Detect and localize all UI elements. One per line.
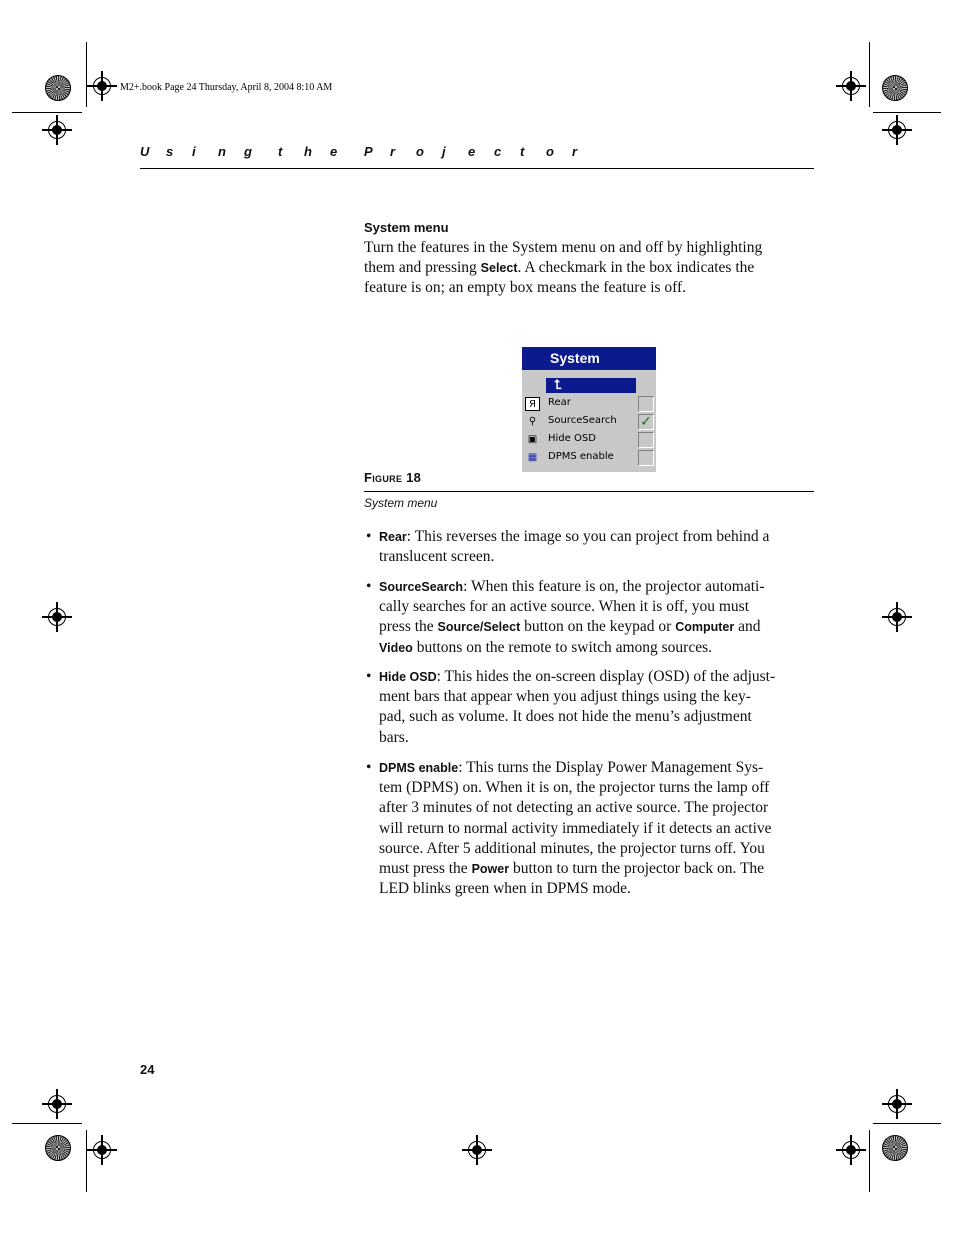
bullet-dpms: • DPMS enable: This turns the Display Power Management Sys- tem (DPMS) on. When it is on, the projector turns the lamp off after 3 minutes of not detecting an active source. The projector will return to normal activity immediately if it detects an active source. After 5 additional minutes, the projector turns off. You must press the Power button to turn the projector back on. The LED blinks green when in DPMS mode. [366, 759, 772, 898]
bullet-hide-osd: • Hide OSD: This hides the on-screen display (OSD) of the adjust- ment bars that appear when you adjust things using the key- pad, such as volume. It does not hide the menu’s adjustment bars. [366, 668, 776, 746]
bullet-term: Hide OSD [379, 670, 437, 684]
back-arrow-icon: ⮤ [546, 378, 636, 393]
osd-row-dpms [522, 449, 656, 467]
running-head-letter: r [390, 144, 396, 159]
checkbox [638, 396, 654, 412]
running-head-letter: e [468, 144, 476, 159]
intro-paragraph [364, 238, 816, 299]
computer-key-label: Computer [675, 620, 735, 635]
checkbox-checked: ✓ [638, 414, 654, 430]
registration-dial-icon [45, 1135, 71, 1161]
page-number: 24 [140, 1062, 155, 1077]
figure-caption: System menu [364, 496, 438, 510]
running-head-letter: c [494, 144, 502, 159]
running-head-letter: n [218, 144, 227, 159]
power-key-label: Power [471, 862, 510, 877]
registration-dial-icon [45, 75, 71, 101]
bullet-term: SourceSearch [379, 580, 464, 594]
bullet-term: DPMS enable [379, 761, 459, 775]
bullet-dot: • [366, 759, 372, 776]
running-head-letter: P [364, 144, 373, 159]
running-head-letter: j [442, 144, 446, 159]
print-slug: M2+.book Page 24 Thursday, April 8, 2004 8:10 AM [120, 82, 333, 93]
running-head-letter: e [330, 144, 338, 159]
rear-icon: Я [525, 397, 540, 411]
video-key-label: Video [379, 640, 413, 655]
select-key-label: Select [480, 261, 518, 276]
osd-title: System [522, 347, 656, 370]
hide-osd-icon: ▣ [527, 434, 538, 445]
osd-row-rear [522, 395, 656, 413]
header-rule [140, 168, 814, 169]
running-head-letter: o [416, 144, 425, 159]
running-head-letter: t [520, 144, 525, 159]
osd-label: DPMS enable [548, 451, 614, 462]
source-select-key-label: Source/Select [437, 620, 521, 635]
registration-dial-icon [882, 75, 908, 101]
source-search-icon: ⚲ [528, 416, 537, 427]
intro-line: them and pressing Select. A checkmark in the box indicates the [364, 259, 755, 277]
osd-row-hide-osd [522, 431, 656, 449]
system-menu-osd [522, 347, 656, 472]
osd-label: SourceSearch [548, 415, 617, 426]
section-title: System menu [364, 220, 449, 235]
dpms-icon: ▦ [527, 452, 538, 463]
running-head [140, 144, 814, 159]
running-head-letter: h [304, 144, 313, 159]
figure-rule [364, 491, 814, 492]
intro-line: feature is on; an empty box means the feature is off. [364, 279, 687, 297]
bullet-term: Rear [379, 530, 407, 544]
osd-label: Rear [548, 397, 571, 408]
bullet-dot: • [366, 668, 372, 685]
checkbox [638, 432, 654, 448]
running-head-letter: t [278, 144, 283, 159]
osd-row-sourcesearch [522, 413, 656, 431]
bullet-dot: • [366, 528, 372, 545]
osd-label: Hide OSD [548, 433, 596, 444]
bullet-dot: • [366, 578, 372, 595]
running-head-letter: o [546, 144, 555, 159]
running-head-letter: s [166, 144, 174, 159]
running-head-letter: i [192, 144, 196, 159]
registration-dial-icon [882, 1135, 908, 1161]
bullet-rear: • Rear: This reverses the image so you can project from behind a translucent screen. [366, 528, 770, 566]
intro-line: Turn the features in the System menu on and off by highlighting [364, 239, 763, 256]
running-head-letter: U [140, 144, 150, 159]
bullet-sourcesearch: • SourceSearch: When this feature is on, the projector automati- cally searches for an active source. When it is off, you must press the Source/Select button on the keypad or Computer and Video buttons on the remote to switch among sources. [366, 578, 765, 656]
running-head-letter: g [244, 144, 253, 159]
checkbox [638, 450, 654, 466]
figure-label: Figure 18 [364, 470, 422, 485]
running-head-letter: r [572, 144, 578, 159]
